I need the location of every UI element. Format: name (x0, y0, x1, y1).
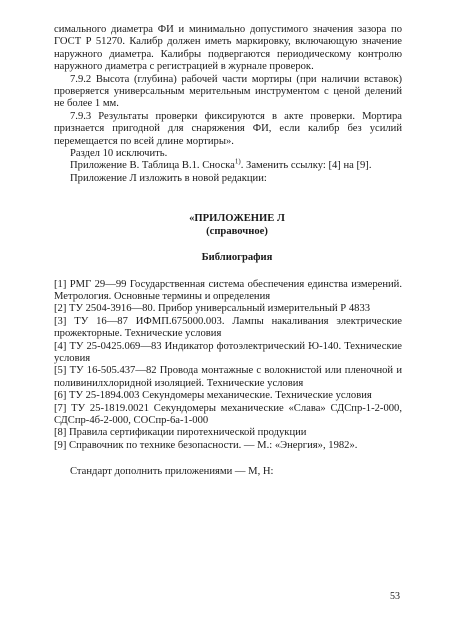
appendix-v-note (54, 157, 402, 172)
closing-line: Стандарт дополнить приложениями — М, Н: (70, 466, 274, 478)
footnote-marker: 1) (234, 157, 241, 166)
bibliography-item: [1] РМГ 29—99 Государственная система обеспечения единства измерений. Метрология. Основные термины и определения (54, 278, 402, 302)
clause-7-9-2: 7.9.2 Высота (глубина) рабочей части мортиры (при наличии вставок) проверяется универсальным мерительным инструментом с ценой делений не более 1 мм. (54, 73, 402, 110)
appendix-subtitle: (справочное) (206, 225, 268, 237)
section-10-note: Раздел 10 исключить. (70, 148, 168, 160)
appendix-v-rest: . Заменить ссылку: [4] на [9]. (240, 160, 372, 172)
appendix-title: «ПРИЛОЖЕНИЕ Л (189, 213, 285, 225)
bibliography-item: [5] ТУ 16-505.437—82 Провода монтажные с волокнистой или пленочной и поливинилхлоридной изоляцией. Технические условия (54, 365, 402, 389)
appendix-v-text: Приложение В. Таблица В.1. Сноска (70, 160, 235, 172)
bibliography-item: [8] Правила сертификации пиротехнической продукции (54, 427, 307, 439)
bibliography-item: [4] ТУ 25-0425.069—83 Индикатор фотоэлектрический Ю-140. Технические условия (54, 340, 402, 364)
bibliography-heading: Библиография (201, 252, 273, 264)
bibliography-item: [6] ТУ 25-1894.003 Секундомеры механические. Технические условия (54, 390, 372, 402)
bibliography-item: [2] ТУ 2504-3916—80. Прибор универсальный измерительный Р 4833 (54, 303, 371, 315)
appendix-l-note: Приложение Л изложить в новой редакции: (70, 172, 267, 184)
bibliography-item: [9] Справочник по технике безопасности. — М.: «Энергия», 1982». (54, 439, 358, 451)
page-number: 53 (390, 591, 400, 602)
bibliography-list (54, 279, 402, 453)
clause-7-9-3: 7.9.3 Результаты проверки фиксируются в акте проверки. Мортира признается пригодной для снаряжения ФИ, если калибр без усилий перемещается по всей длине мортиры». (54, 110, 402, 147)
bibliography-item: [3] ТУ 16—87 ИФМП.675000.003. Лампы накаливания электрические прожекторные. Технические условия (54, 315, 402, 340)
bibliography-item: [7] ТУ 25-1819.0021 Секундомеры механические «Слава» СДСпр-1-2-000, СДСпр-4б-2-000, СОСпр-6а-1-000 (54, 402, 402, 426)
intro-paragraph: симального диаметра ФИ и минимально допустимого значения зазора по ГОСТ Р 51270. Калибр должен иметь маркировку, включающую значение наружного диаметра. Калибры подвергаются периодическому контролю наружного диаметра с регистрацией в журнале проверок. (54, 24, 402, 73)
document-page (54, 24, 402, 479)
